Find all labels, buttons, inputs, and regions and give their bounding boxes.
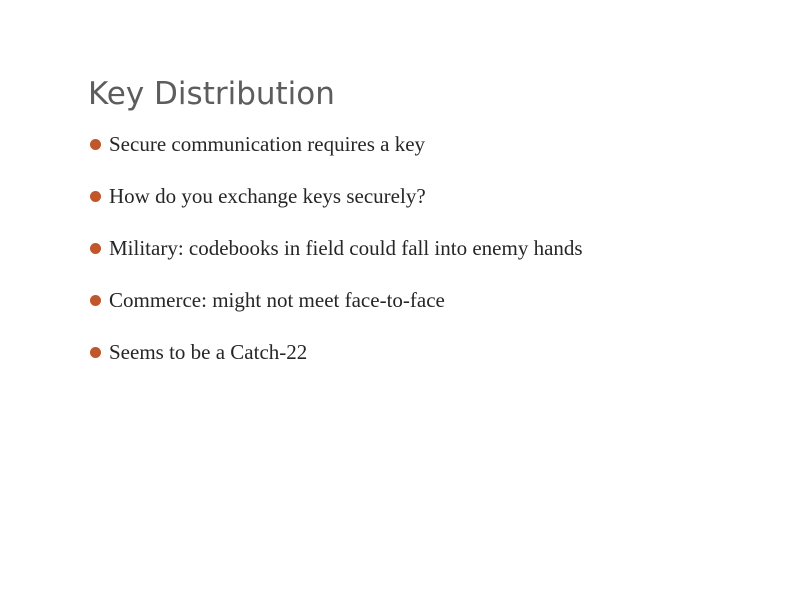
bullet-text: Military: codebooks in field could fall into enemy hands [109, 236, 583, 260]
bullet-text: Seems to be a Catch-22 [109, 340, 308, 364]
bullet-text: Commerce: might not meet face-to-face [109, 288, 445, 312]
list-item [90, 231, 583, 283]
list-item [90, 127, 583, 179]
bullet-icon [90, 139, 101, 150]
list-item [90, 283, 583, 335]
bullet-icon [90, 243, 101, 254]
bullet-icon [90, 191, 101, 202]
bullet-icon [90, 295, 101, 306]
bullet-text: How do you exchange keys securely? [109, 184, 426, 208]
bullet-text: Secure communication requires a key [109, 132, 426, 156]
list-item [90, 179, 583, 231]
bullet-list [90, 127, 583, 387]
slide-title: Key Distribution [88, 76, 335, 112]
list-item [90, 335, 583, 387]
bullet-icon [90, 347, 101, 358]
